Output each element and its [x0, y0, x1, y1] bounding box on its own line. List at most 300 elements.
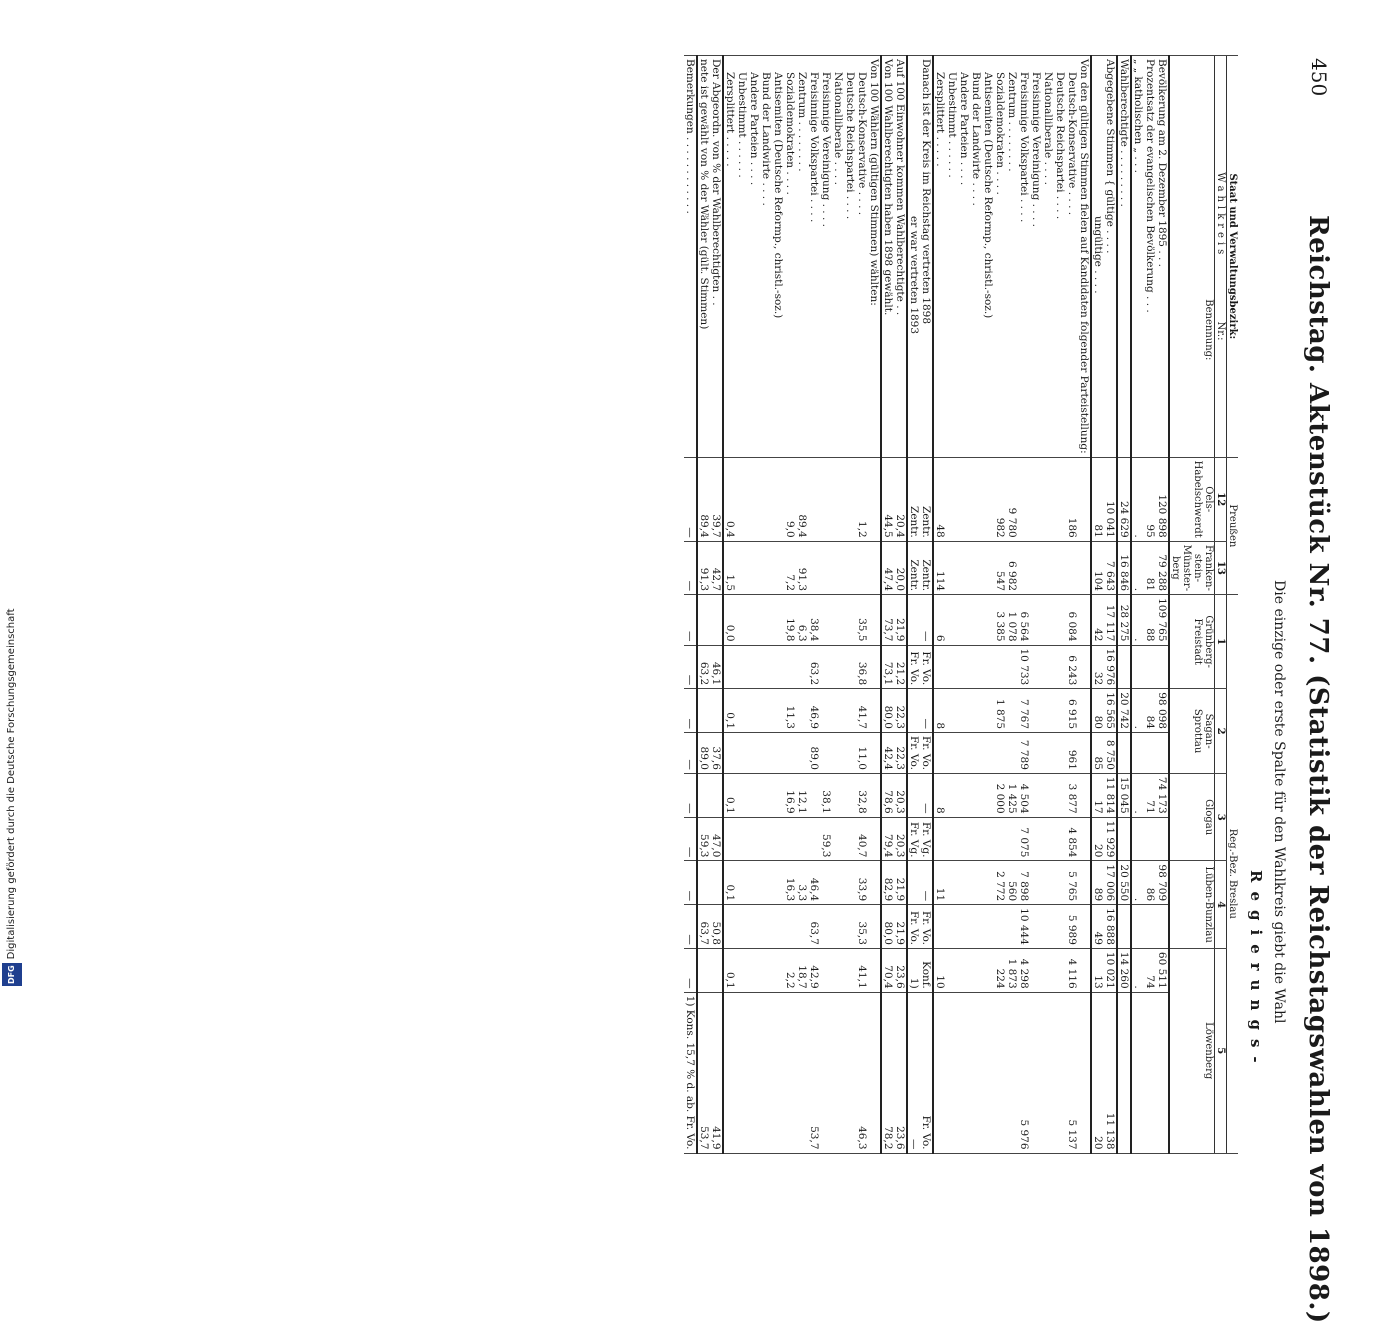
- row-value: [868, 541, 881, 594]
- row-value: [710, 773, 723, 817]
- row-value: 1 873: [1006, 948, 1018, 992]
- row-value: —: [684, 905, 697, 949]
- row-value: [820, 948, 832, 992]
- row-value: 46,4: [808, 861, 820, 905]
- row-value: [982, 905, 994, 949]
- row-value: 14 260: [1117, 948, 1131, 992]
- row-value: —: [920, 595, 933, 645]
- row-label: Bund der Landwirte . . . .: [760, 56, 772, 458]
- row-value: Zentr.: [907, 541, 920, 594]
- row-value: 1 875: [994, 689, 1006, 733]
- row-value: [868, 773, 881, 817]
- row-value: [933, 905, 946, 949]
- row-value: [844, 689, 856, 733]
- row-value: [1078, 689, 1091, 733]
- row-value: [760, 733, 772, 774]
- row-value: Zentr.: [920, 457, 933, 541]
- row-value: [808, 541, 820, 594]
- row-value: Fr. Vo.: [907, 645, 920, 689]
- row-value: [832, 817, 844, 861]
- row-value: [958, 595, 970, 645]
- row-value: [784, 992, 796, 1153]
- row-value: [748, 905, 760, 949]
- row-value: [723, 905, 736, 949]
- header-wahlkreis-cell: [1215, 56, 1227, 458]
- row-value: [1156, 645, 1169, 689]
- row-value: 22,3: [894, 689, 907, 733]
- row-value: 36,8: [856, 645, 868, 689]
- row-value: 11 814: [1104, 773, 1117, 817]
- row-value: —: [684, 645, 697, 689]
- row-value: [1117, 992, 1131, 1153]
- row-value: 40,7: [856, 817, 868, 861]
- row-value: 7 789: [1018, 733, 1030, 774]
- row-value: 6,3: [796, 595, 808, 645]
- row-value: 60 511: [1156, 948, 1169, 992]
- row-value: [832, 773, 844, 817]
- header-col-name: Grünberg-Freistadt: [1169, 595, 1215, 689]
- row-value: 8: [933, 689, 946, 733]
- table-row: [894, 56, 907, 1154]
- row-value: 81: [1091, 457, 1104, 541]
- header-col-name: Lüben-Bunzlau: [1169, 861, 1215, 949]
- row-value: 20: [1091, 992, 1104, 1153]
- table-row: [808, 56, 820, 1154]
- table-row: [1144, 56, 1156, 1154]
- row-value: [1042, 733, 1054, 774]
- row-value: [736, 595, 748, 645]
- row-label: Nationalliberale . . . .: [1042, 56, 1054, 458]
- row-value: [1030, 541, 1042, 594]
- row-value: 16,9: [784, 773, 796, 817]
- row-value: [1054, 905, 1066, 949]
- row-value: 35,3: [856, 905, 868, 949]
- row-value: 17 117: [1104, 595, 1117, 645]
- row-value: [982, 861, 994, 905]
- table-row: [1104, 56, 1117, 1154]
- row-value: [772, 905, 784, 949]
- row-value: 78,2: [881, 992, 894, 1153]
- row-value: [868, 905, 881, 949]
- row-value: [1030, 457, 1042, 541]
- row-label: Auf 100 Einwohner kommen Wahlberechtigte . .: [894, 56, 907, 458]
- row-value: [748, 689, 760, 733]
- row-value: [736, 905, 748, 949]
- row-value: 41,1: [856, 948, 868, 992]
- row-value: [907, 689, 920, 733]
- row-value: 3 385: [994, 595, 1006, 645]
- row-value: —: [920, 773, 933, 817]
- row-value: [958, 733, 970, 774]
- row-value: [1117, 817, 1131, 861]
- row-value: [1018, 541, 1030, 594]
- row-value: [907, 861, 920, 905]
- row-value: [844, 948, 856, 992]
- row-value: 47,0: [710, 817, 723, 861]
- row-value: 91,3: [697, 541, 710, 594]
- row-value: 16 846: [1117, 541, 1131, 594]
- row-value: [844, 457, 856, 541]
- row-value: 109 765: [1156, 595, 1169, 645]
- row-value: [1054, 457, 1066, 541]
- table-row: [856, 56, 868, 1154]
- row-value: —: [920, 861, 933, 905]
- row-value: 6 564: [1018, 595, 1030, 645]
- row-value: [1042, 948, 1054, 992]
- row-value: [982, 992, 994, 1153]
- row-value: [697, 948, 710, 992]
- row-value: [982, 733, 994, 774]
- row-value: 47,4: [881, 541, 894, 594]
- row-value: [1131, 905, 1144, 949]
- row-value: 91,3: [796, 541, 808, 594]
- row-value: 22,3: [894, 733, 907, 774]
- row-value: [697, 595, 710, 645]
- header-col-name: Löwenberg: [1169, 948, 1215, 1153]
- row-value: [982, 595, 994, 645]
- row-label: Zersplittert . . . . .: [933, 56, 946, 458]
- row-label: Der Abgeordn. von % der Wahlberechtigten . .: [710, 56, 723, 458]
- row-value: [1006, 689, 1018, 733]
- row-value: [1006, 733, 1018, 774]
- row-value: 49: [1091, 905, 1104, 949]
- row-value: [760, 992, 772, 1153]
- table-row: [844, 56, 856, 1154]
- row-value: [868, 733, 881, 774]
- row-label: Danach ist der Kreis im Reichstag vertreten 1898: [920, 56, 933, 458]
- row-value: 32: [1091, 645, 1104, 689]
- row-value: [970, 861, 982, 905]
- row-value: [1117, 905, 1131, 949]
- row-value: [1054, 733, 1066, 774]
- row-value: 16 976: [1104, 645, 1117, 689]
- row-value: [1078, 733, 1091, 774]
- table-row: [748, 56, 760, 1154]
- row-value: [772, 595, 784, 645]
- row-value: 74 173: [1156, 773, 1169, 817]
- row-label: Sozialdemokraten . . . .: [994, 56, 1006, 458]
- row-value: [796, 733, 808, 774]
- row-value: [736, 992, 748, 1153]
- row-value: [796, 817, 808, 861]
- row-value: [946, 992, 958, 1153]
- row-label: Zentrum . . . . . . . .: [796, 56, 808, 458]
- table-row: [933, 56, 946, 1154]
- row-value: 120 898: [1156, 457, 1169, 541]
- row-label: Sozialdemokraten . . . .: [784, 56, 796, 458]
- row-value: [760, 457, 772, 541]
- row-value: 0,4: [723, 457, 736, 541]
- row-value: 6 915: [1066, 689, 1078, 733]
- row-value: [760, 905, 772, 949]
- row-value: [723, 992, 736, 1153]
- row-value: [1054, 817, 1066, 861]
- row-value: 11,3: [784, 689, 796, 733]
- row-value: 7 075: [1018, 817, 1030, 861]
- row-value: 5 976: [1018, 992, 1030, 1153]
- row-value: [970, 992, 982, 1153]
- row-value: Zentr.: [920, 541, 933, 594]
- row-value: 23,6: [894, 948, 907, 992]
- row-value: 88: [1144, 595, 1156, 645]
- row-value: —: [684, 595, 697, 645]
- row-value: [844, 645, 856, 689]
- row-value: [736, 541, 748, 594]
- row-label: Von den gültigen Stimmen fielen auf Kandidaten folgender Parteistellung:: [1078, 56, 1091, 458]
- row-value: Fr. Vo.: [920, 645, 933, 689]
- row-value: [1078, 948, 1091, 992]
- row-value: [1042, 645, 1054, 689]
- row-value: 63,7: [808, 905, 820, 949]
- row-value: [958, 817, 970, 861]
- row-value: [982, 817, 994, 861]
- row-value: [832, 992, 844, 1153]
- table-row: [1042, 56, 1054, 1154]
- row-value: Fr. Vo.: [920, 905, 933, 949]
- row-value: [760, 595, 772, 645]
- row-value: [772, 733, 784, 774]
- row-value: 0,1: [723, 689, 736, 733]
- row-value: 17: [1091, 773, 1104, 817]
- row-value: —: [907, 992, 920, 1153]
- row-value: [1156, 733, 1169, 774]
- row-value: [748, 773, 760, 817]
- row-value: 53,7: [808, 992, 820, 1153]
- row-value: [1030, 905, 1042, 949]
- row-value: [820, 992, 832, 1153]
- row-value: [970, 905, 982, 949]
- row-value: [736, 948, 748, 992]
- row-value: [760, 948, 772, 992]
- row-value: .: [1131, 457, 1144, 541]
- row-value: [772, 861, 784, 905]
- row-value: 84: [1144, 689, 1156, 733]
- row-value: [697, 861, 710, 905]
- row-value: [820, 645, 832, 689]
- row-value: 46,1: [710, 645, 723, 689]
- row-value: 3 877: [1066, 773, 1078, 817]
- header-col-name: Glogau: [1169, 773, 1215, 861]
- row-value: [958, 861, 970, 905]
- row-value: [760, 541, 772, 594]
- row-value: [820, 905, 832, 949]
- row-value: [820, 457, 832, 541]
- header-col-nr: 2: [1215, 689, 1227, 774]
- row-value: [772, 457, 784, 541]
- row-value: [1131, 733, 1144, 774]
- row-value: [832, 645, 844, 689]
- row-value: [868, 645, 881, 689]
- header-col-name: Franken-stein-Münster-berg: [1169, 541, 1215, 594]
- row-value: 39,7: [710, 457, 723, 541]
- row-value: [994, 645, 1006, 689]
- row-value: [844, 905, 856, 949]
- row-value: [820, 595, 832, 645]
- row-value: 63,2: [808, 645, 820, 689]
- row-value: [868, 861, 881, 905]
- row-value: [868, 948, 881, 992]
- row-value: 5 137: [1066, 992, 1078, 1153]
- table-row: [982, 56, 994, 1154]
- row-value: 9 780: [1006, 457, 1018, 541]
- row-value: [748, 457, 760, 541]
- row-value: —: [684, 457, 697, 541]
- row-value: [710, 689, 723, 733]
- header-col-nr: 3: [1215, 773, 1227, 861]
- row-value: 6 243: [1066, 645, 1078, 689]
- row-value: [946, 948, 958, 992]
- row-value: 73,7: [881, 595, 894, 645]
- row-value: [1144, 992, 1156, 1153]
- row-value: [1117, 645, 1131, 689]
- row-value: 6 982: [1006, 541, 1018, 594]
- row-value: [1054, 595, 1066, 645]
- row-value: [784, 645, 796, 689]
- row-value: 10 733: [1018, 645, 1030, 689]
- row-label: Unbestimmt . . . . . .: [736, 56, 748, 458]
- row-value: [933, 992, 946, 1153]
- row-value: [772, 773, 784, 817]
- table-row: [1066, 56, 1078, 1154]
- row-value: [844, 817, 856, 861]
- table-row: [697, 56, 710, 1154]
- table-row: [1091, 56, 1104, 1154]
- row-value: .: [1131, 773, 1144, 817]
- row-value: [820, 541, 832, 594]
- row-value: 20 550: [1117, 861, 1131, 905]
- row-value: [933, 645, 946, 689]
- row-value: [868, 457, 881, 541]
- row-value: [796, 689, 808, 733]
- row-value: [868, 595, 881, 645]
- row-value: [820, 689, 832, 733]
- row-value: [1030, 645, 1042, 689]
- row-value: [958, 541, 970, 594]
- row-value: 4 116: [1066, 948, 1078, 992]
- row-value: [796, 905, 808, 949]
- row-label: Freisinnige Volkspartei . . . .: [808, 56, 820, 458]
- row-value: 79 288: [1156, 541, 1169, 594]
- row-value: 48: [933, 457, 946, 541]
- row-value: 0,1: [723, 861, 736, 905]
- row-value: Fr. Vo.: [920, 992, 933, 1153]
- row-value: [856, 541, 868, 594]
- row-value: [710, 948, 723, 992]
- row-value: [772, 948, 784, 992]
- row-value: [1030, 773, 1042, 817]
- row-value: 11,0: [856, 733, 868, 774]
- row-value: [1144, 733, 1156, 774]
- row-value: 24 629: [1117, 457, 1131, 541]
- row-value: [832, 595, 844, 645]
- row-value: [748, 541, 760, 594]
- row-value: [994, 733, 1006, 774]
- row-label: Nationalliberale . . . .: [832, 56, 844, 458]
- table-row: [796, 56, 808, 1154]
- table-row: [723, 56, 736, 1154]
- row-value: [832, 905, 844, 949]
- table-row: [920, 56, 933, 1154]
- table-row: [784, 56, 796, 1154]
- row-value: [946, 689, 958, 733]
- row-value: 1): [907, 948, 920, 992]
- row-value: 560: [1006, 861, 1018, 905]
- row-label: Deutsch-Konservative . . . .: [856, 56, 868, 458]
- row-label: Andere Parteien . . . .: [958, 56, 970, 458]
- row-value: [970, 541, 982, 594]
- row-value: 89,4: [697, 457, 710, 541]
- row-value: 42,9: [808, 948, 820, 992]
- row-value: 42,4: [881, 733, 894, 774]
- row-label: Von 100 Wahlberechtigten haben 1898 gewählt.: [881, 56, 894, 458]
- row-value: —: [684, 773, 697, 817]
- row-value: —: [684, 689, 697, 733]
- row-value: [772, 645, 784, 689]
- row-value: 5 765: [1066, 861, 1078, 905]
- row-value: 1 425: [1006, 773, 1018, 817]
- row-value: 2 772: [994, 861, 1006, 905]
- row-value: 80: [1091, 689, 1104, 733]
- row-value: [1156, 992, 1169, 1153]
- row-value: 79,4: [881, 817, 894, 861]
- row-value: 89,0: [697, 733, 710, 774]
- row-value: [748, 595, 760, 645]
- row-value: 982: [994, 457, 1006, 541]
- row-value: 8 750: [1104, 733, 1117, 774]
- row-value: 19,8: [784, 595, 796, 645]
- row-value: [784, 905, 796, 949]
- row-value: [772, 541, 784, 594]
- table-row: [1117, 56, 1131, 1154]
- row-value: [723, 817, 736, 861]
- table-row: [881, 56, 894, 1154]
- row-value: [1144, 817, 1156, 861]
- row-value: [982, 645, 994, 689]
- header-wahlkreis: Wahlkreis: [1215, 172, 1226, 259]
- row-value: 1,5: [723, 541, 736, 594]
- row-value: 53,7: [697, 992, 710, 1153]
- row-label: „ „ katholischen „ . . .: [1131, 56, 1144, 458]
- row-value: 20,3: [894, 773, 907, 817]
- row-value: [1054, 645, 1066, 689]
- row-value: 1,2: [856, 457, 868, 541]
- row-value: 21,9: [894, 595, 907, 645]
- row-value: [1030, 595, 1042, 645]
- row-value: [832, 457, 844, 541]
- row-value: 1 078: [1006, 595, 1018, 645]
- table-row: [1018, 56, 1030, 1154]
- row-value: [748, 992, 760, 1153]
- table-row: [946, 56, 958, 1154]
- row-value: 46,3: [856, 992, 868, 1153]
- row-value: [736, 689, 748, 733]
- row-label: Freisinnige Vereinigung . . . .: [820, 56, 832, 458]
- row-value: [970, 689, 982, 733]
- row-value: [1144, 905, 1156, 949]
- row-value: 186: [1066, 457, 1078, 541]
- row-value: 11 138: [1104, 992, 1117, 1153]
- sidebar-credit-text: Digitalisierung gefördert durch die Deutsche Forschungsgemeinschaft: [6, 608, 17, 960]
- row-value: [958, 948, 970, 992]
- row-value: [982, 689, 994, 733]
- row-value: [1066, 541, 1078, 594]
- statistics-table: [684, 55, 1238, 1154]
- row-value: 32,8: [856, 773, 868, 817]
- row-value: Fr. Vg.: [907, 817, 920, 861]
- header-regbez: Reg.-Bez. Breslau: [1227, 595, 1239, 1153]
- row-value: [994, 992, 1006, 1153]
- row-value: [1131, 992, 1144, 1153]
